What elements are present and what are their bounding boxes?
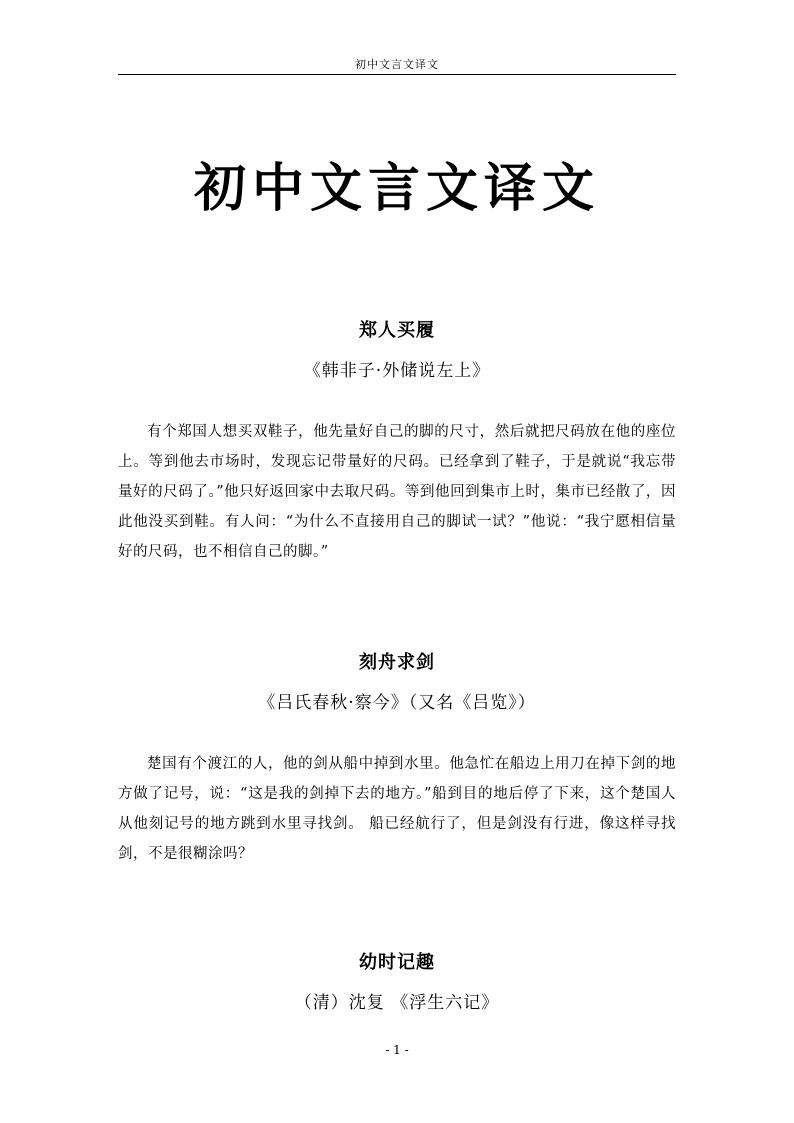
document-title: 初中文言文译文	[193, 158, 600, 219]
section-ke-zhou-qiu-jian	[118, 648, 676, 869]
section-body: 有个郑国人想买双鞋子，他先量好自己的脚的尺寸，然后就把尺码放在他的座位上。等到他去市场时，发现忘记带量好的尺码。已经拿到了鞋子，于是就说“我忘带量好的尺码了。”他只好返回家中去取尺码。等到他回到集市上时，集市已经散了，因此他没买到鞋。有人问：“为什么不直接用自己的脚试一试？”他说：“我宁愿相信量好的尺码，也不相信自己的脚。”	[118, 424, 676, 560]
section-title: 郑人买履	[359, 320, 435, 341]
section-title: 幼时记趣	[359, 952, 435, 973]
page-number: - 1 -	[385, 1043, 409, 1057]
header-divider	[118, 74, 676, 75]
section-source: （清）沈复 《浮生六记》	[294, 993, 500, 1013]
section-you-shi-ji-qu	[118, 948, 676, 1013]
section-zheng-ren-mai-lv	[118, 316, 676, 567]
section-title: 刻舟求剑	[359, 652, 435, 673]
section-body: 楚国有个渡江的人，他的剑从船中掉到水里。他急忙在船边上用刀在掉下剑的地方做了记号，说：“这是我的剑掉下去的地方。”船到目的地后停了下来，这个楚国人从他刻记号的地方跳到水里寻找剑。 船已经航行了，但是剑没有行进，像这样寻找剑，不是很糊涂吗？	[118, 756, 676, 862]
running-header: 初中文言文译文	[355, 58, 439, 71]
section-source: 《吕氏春秋·察今》（又名《吕览》）	[258, 693, 536, 713]
section-source: 《韩非子·外储说左上》	[303, 361, 491, 381]
